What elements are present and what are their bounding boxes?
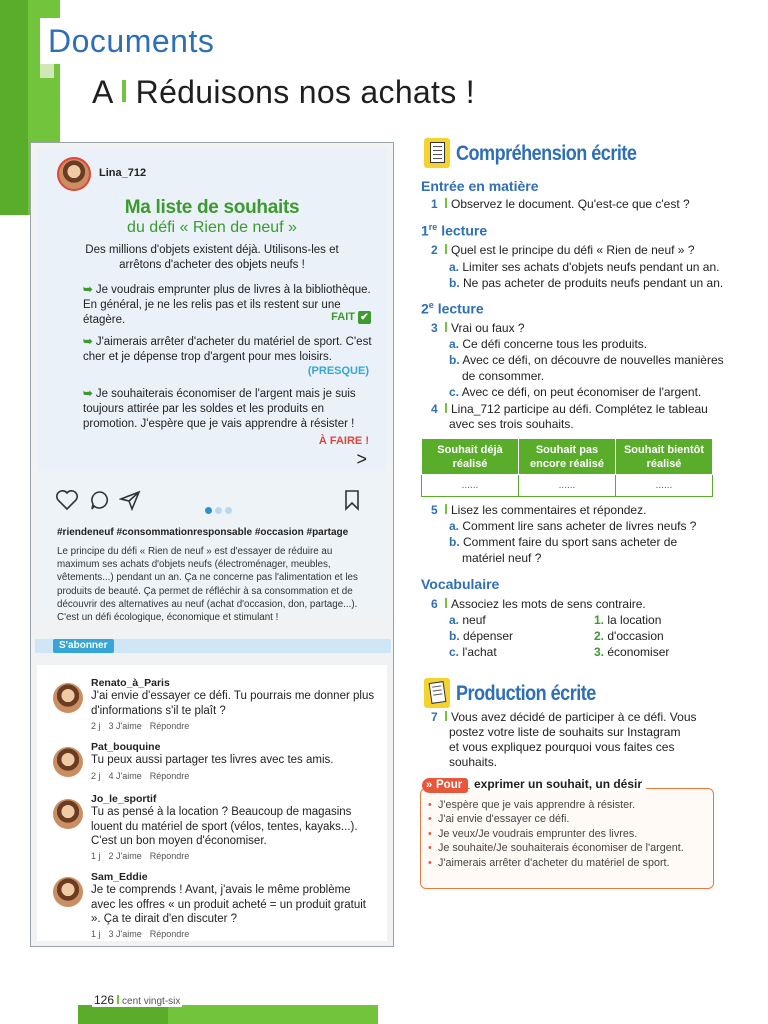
comment-time: 2 j: [91, 721, 101, 731]
table-header: Souhait pas encore réalisé: [519, 439, 616, 475]
comment-text: Tu peux aussi partager tes livres avec tes amis.: [91, 754, 334, 766]
instagram-post-mockup: [30, 142, 394, 947]
pour-list: [428, 798, 710, 870]
pour-title: exprimer un souhait, un désir: [470, 777, 646, 791]
footer-decoration-dark: [78, 1005, 168, 1024]
status-badge-todo: À FAIRE !: [318, 435, 369, 447]
section-title: [92, 74, 475, 111]
question-6: 6 Associez les mots de sens contraire.: [431, 597, 646, 611]
subscribe-bar: [35, 639, 391, 653]
documents-badge: Documents: [40, 18, 226, 64]
post-caption: Le principe du défi « Rien de neuf » est d'essayer de réduire au maximum ses achats d'objets neufs (électroménager, meubles, vêtements...) pendant un an. Ça ne concerne pas l'alimentation et les produits de beauté. Ça permet de réfléchir à sa consommation et de découvrir des alternatives au neuf (achat d'occasion, don, partage...). C'est un défi écologique, économique et stimulant !: [57, 546, 358, 624]
question-7-line: souhaits.: [449, 755, 498, 769]
question-2: 2 Quel est le principe du défi « Rien de neuf » ?: [431, 243, 695, 257]
comprehension-title: Compréhension écrite: [456, 142, 637, 165]
like-link[interactable]: 3 J'aime: [108, 721, 142, 731]
status-badge-almost: (PRESQUE): [307, 365, 369, 377]
question-7-line: postez votre liste de souhaits sur Instagram: [449, 725, 681, 739]
question-4-cont: avec ses trois souhaits.: [449, 417, 574, 431]
table-cell[interactable]: ......: [616, 475, 713, 497]
bookmark-icon[interactable]: [342, 489, 362, 511]
checkmark-icon: ✔: [358, 311, 371, 324]
pour-badge: » Pour: [422, 778, 468, 793]
carousel-dots: [205, 501, 235, 519]
comment-time: 1 j: [91, 929, 101, 939]
vocab-left-a: a. neuf: [449, 613, 486, 627]
like-link[interactable]: 2 J'aime: [108, 851, 142, 861]
vocab-left-c: c. l'achat: [449, 645, 497, 659]
comment-text: Je te comprends ! Avant, j'avais le même problème avec les offres « un produit acheté = un produit gratuit ». Ça te dirait d'en discuter ?: [91, 884, 367, 925]
comment-meta: [91, 771, 197, 781]
lecture1-heading: 1re lecture: [421, 222, 488, 239]
avatar[interactable]: [53, 877, 83, 907]
question-7-line: et vous expliquez pourquoi vous faites ces: [449, 740, 675, 754]
vocab-heading: Vocabulaire: [421, 576, 500, 592]
question-4: 4 Lina_712 participe au défi. Complétez le tableau: [431, 402, 708, 416]
section-bar: [122, 80, 126, 102]
corner-decoration-dark: [0, 0, 28, 215]
arrow-icon: ➥: [83, 336, 93, 348]
question-3: 3 Vrai ou faux ?: [431, 321, 525, 335]
vocab-right-1: 1. la location: [594, 613, 662, 627]
like-link[interactable]: 3 J'aime: [108, 929, 142, 939]
production-title: Production écrite: [456, 682, 596, 705]
document-icon: [424, 138, 450, 168]
question-5: 5 Lisez les commentaires et répondez.: [431, 503, 647, 517]
chevron-right-icon[interactable]: >: [356, 449, 367, 469]
wish-item: [83, 387, 373, 432]
question-7: 7 Vous avez décidé de participer à ce défi. Vous: [431, 710, 697, 724]
comment-meta: [91, 929, 197, 939]
wish-list-intro: Des millions d'objets existent déjà. Utilisons-les et arrêtons d'acheter des objets neufs !: [85, 244, 339, 271]
avatar[interactable]: [53, 799, 83, 829]
list-item: • Je veux/Je voudrais emprunter des livres.: [428, 827, 710, 841]
wish-item: [83, 283, 373, 328]
comment-text: J'ai envie d'essayer ce défi. Tu pourrais me donner plus d'informations s'il te plaît ?: [91, 690, 375, 717]
comment-author[interactable]: Renato_à_Paris: [91, 677, 170, 689]
comment-icon[interactable]: [89, 489, 111, 511]
avatar[interactable]: [53, 747, 83, 777]
page-number: 126 cent vingt-six: [94, 993, 181, 1007]
wish-item: [83, 335, 373, 365]
comments-section: [37, 665, 387, 941]
table-cell[interactable]: ......: [519, 475, 616, 497]
option-2b: b. Ne pas acheter de produits neufs pendant un an.: [449, 276, 724, 290]
comment-author[interactable]: Sam_Eddie: [91, 871, 148, 883]
comment-author[interactable]: Jo_le_sportif: [91, 793, 157, 805]
post-card: [37, 149, 387, 624]
share-icon[interactable]: [119, 489, 141, 511]
subscribe-button[interactable]: S'abonner: [53, 639, 114, 653]
wish-list-title: Ma liste de souhaits: [124, 197, 300, 218]
pencil-icon: [424, 678, 450, 708]
option-5b-cont: matériel neuf ?: [462, 551, 542, 565]
option-3a: a. Ce défi concerne tous les produits.: [449, 337, 648, 351]
arrow-icon: ➥: [83, 284, 93, 296]
heart-icon[interactable]: [55, 489, 79, 511]
like-link[interactable]: 4 J'aime: [108, 771, 142, 781]
comment-text: Tu as pensé à la location ? Beaucoup de magasins louent du matériel de sport (vélos, tentes, kayaks...). C'est un bon moyen d'économiser.: [91, 806, 358, 847]
section-letter: A: [92, 74, 114, 110]
reply-link[interactable]: Répondre: [149, 721, 190, 731]
table-header: Souhait déjà réalisé: [422, 439, 519, 475]
badge-decoration: [40, 64, 54, 78]
wish-text: J'aimerais arrêter d'acheter du matériel de sport. C'est cher et je dépense trop d'argent pour mes loisirs.: [83, 336, 372, 363]
comment-meta: [91, 721, 197, 731]
post-hashtags[interactable]: #riendeneuf #consommationresponsable #occasion #partage: [57, 527, 349, 538]
option-3b: b. Avec ce défi, on découvre de nouvelles manières: [449, 353, 724, 367]
post-username[interactable]: Lina_712: [99, 167, 147, 179]
reply-link[interactable]: Répondre: [149, 771, 190, 781]
comment-time: 2 j: [91, 771, 101, 781]
vocab-right-2: 2. d'occasion: [594, 629, 664, 643]
list-item: • J'espère que je vais apprendre à résister.: [428, 798, 710, 812]
question-1: 1 Observez le document. Qu'est-ce que c'est ?: [431, 197, 690, 211]
lecture2-heading: 2e lecture: [421, 300, 484, 317]
entree-heading: Entrée en matière: [421, 178, 539, 194]
comment-time: 1 j: [91, 851, 101, 861]
comment-author[interactable]: Pat_bouquine: [91, 741, 161, 753]
list-item: • Je souhaite/Je souhaiterais économiser de l'argent.: [428, 841, 710, 855]
vocab-left-b: b. dépenser: [449, 629, 514, 643]
vocab-right-3: 3. économiser: [594, 645, 670, 659]
option-5b: b. Comment faire du sport sans acheter de: [449, 535, 678, 549]
table-header: Souhait bientôt réalisé: [616, 439, 713, 475]
reply-link[interactable]: Répondre: [149, 851, 190, 861]
list-item: • J'aimerais arrêter d'acheter du matériel de sport.: [428, 856, 710, 870]
wish-text: Je souhaiterais économiser de l'argent mais je suis toujours attirée par les soldes et les produits en promotion. J'espère que je vais apprendre à résister !: [83, 388, 356, 430]
list-item: • J'ai envie d'essayer ce défi.: [428, 812, 710, 826]
reply-link[interactable]: Répondre: [149, 929, 190, 939]
avatar[interactable]: [53, 683, 83, 713]
status-badge-done: [331, 311, 371, 324]
table-cell[interactable]: ......: [422, 475, 519, 497]
option-3b-cont: de consommer.: [462, 369, 545, 383]
post-actions-bar: [37, 489, 387, 519]
option-5a: a. Comment lire sans acheter de livres neufs ?: [449, 519, 697, 533]
option-2a: a. Limiter ses achats d'objets neufs pendant un an.: [449, 260, 720, 274]
wishes-table: [421, 438, 713, 497]
avatar[interactable]: [57, 157, 91, 191]
post-image: [37, 149, 387, 471]
wish-list-subtitle: du défi « Rien de neuf »: [127, 219, 297, 236]
section-title-text: Réduisons nos achats !: [135, 74, 475, 110]
wish-text: Je voudrais emprunter plus de livres à la bibliothèque. En général, je ne les relis pas et ils restent sur une étagère.: [83, 284, 371, 326]
option-3c: c. Avec ce défi, on peut économiser de l'argent.: [449, 385, 702, 399]
arrow-icon: ➥: [83, 388, 93, 400]
status-text: FAIT: [331, 311, 355, 323]
comment-meta: [91, 851, 197, 861]
